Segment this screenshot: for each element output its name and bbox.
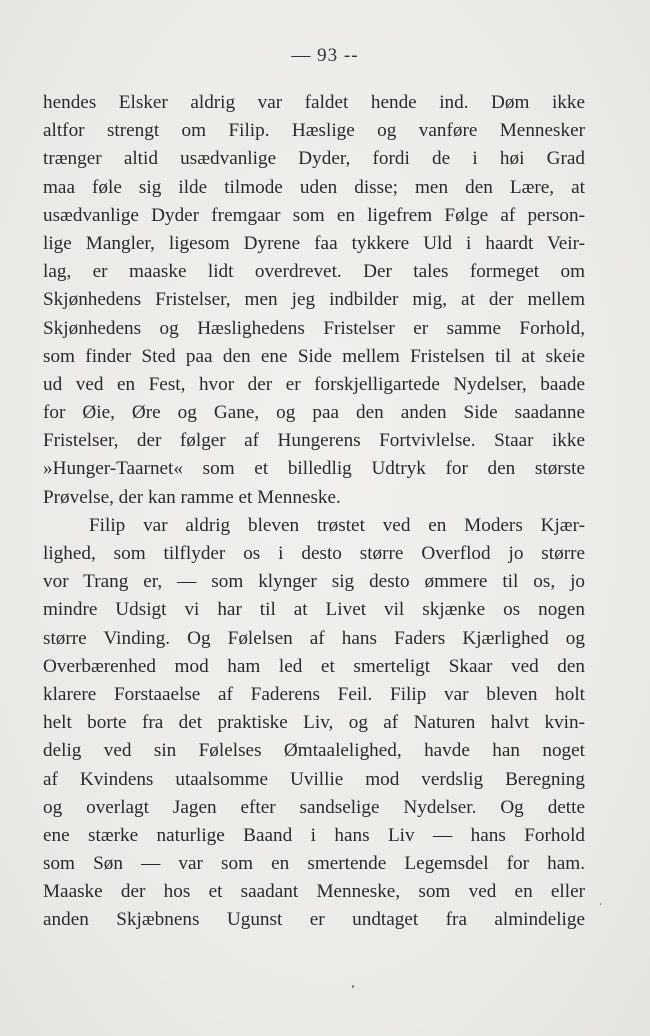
text-line: ene stærke naturlige Baand i hans Liv — hans Forhold: [43, 824, 585, 846]
text-line: Overbærenhed mod ham led et smerteligt Skaar ved den: [43, 655, 585, 677]
paper-speck: [600, 903, 601, 905]
text-line: af Kvindens utaalsomme Uvillie mod verdslig Beregning: [43, 768, 585, 790]
text-line: altfor strengt om Filip. Hæslige og vanføre Mennesker: [43, 120, 585, 142]
paragraph-end-line: Prøvelse, der kan ramme et Menneske.: [43, 486, 341, 508]
text-line: vor Trang er, — som klynger sig desto ømmere til os, jo: [43, 571, 585, 593]
text-line: og overlagt Jagen efter sandselige Nydelser. Og dette: [43, 796, 585, 818]
page-number: — 93 --: [291, 45, 359, 66]
text-line: trænger altid usædvanlige Dyder, fordi de i høi Grad: [43, 148, 585, 170]
text-line: lighed, som tilflyder os i desto større Overflod jo større: [43, 543, 585, 564]
text-line: helt borte fra det praktiske Liv, og af Naturen halvt kvin-: [43, 712, 585, 734]
text-line: maa føle sig ilde tilmode uden disse; men den Lære, at: [43, 176, 585, 198]
text-line: større Vinding. Og Følelsen af hans Faders Kjærlighed og: [43, 627, 585, 649]
text-line: Fristelser, der følger af Hungerens Fortvivlelse. Staar ikke: [43, 430, 585, 452]
paragraph-start-line: Filip var aldrig bleven trøstet ved en Moders Kjær-: [89, 514, 585, 536]
body-text: [43, 89, 585, 935]
text-line: Maaske der hos et saadant Menneske, som ved en eller: [43, 881, 585, 903]
text-line: Skjønhedens og Hæslighedens Fristelser er samme Forhold,: [43, 317, 585, 339]
text-line: mindre Udsigt vi har til at Livet vil skjænke os nogen: [43, 599, 585, 621]
text-line: delig ved sin Følelses Ømtaalelighed, havde han noget: [43, 740, 585, 762]
text-line: som finder Sted paa den ene Side mellem Fristelsen til at skeie: [43, 345, 585, 367]
text-line: klarere Forstaaelse af Faderens Feil. Filip var bleven holt: [43, 683, 585, 705]
text-line: lige Mangler, ligesom Dyrene faa tykkere Uld i haardt Veir-: [43, 232, 585, 254]
text-line: ud ved en Fest, hvor der er forskjelligartede Nydelser, baade: [43, 373, 585, 395]
paper-speck: [352, 985, 354, 988]
text-line: for Øie, Øre og Gane, og paa den anden Side saadanne: [43, 402, 585, 424]
text-line: som Søn — var som en smertende Legemsdel for ham.: [43, 853, 585, 875]
text-line: usædvanlige Dyder fremgaar som en ligefrem Følge af person-: [43, 204, 585, 226]
text-line: hendes Elsker aldrig var faldet hende ind. Døm ikke: [43, 92, 585, 113]
text-line: lag, er maaske lidt overdrevet. Der tales formeget om: [43, 261, 585, 283]
text-line: anden Skjæbnens Ugunst er undtaget fra almindelige: [43, 909, 585, 931]
text-line: Skjønhedens Fristelser, men jeg indbilder mig, at der mellem: [43, 289, 585, 311]
text-line: »Hunger-Taarnet« som et billedlig Udtryk for den største: [43, 458, 585, 480]
